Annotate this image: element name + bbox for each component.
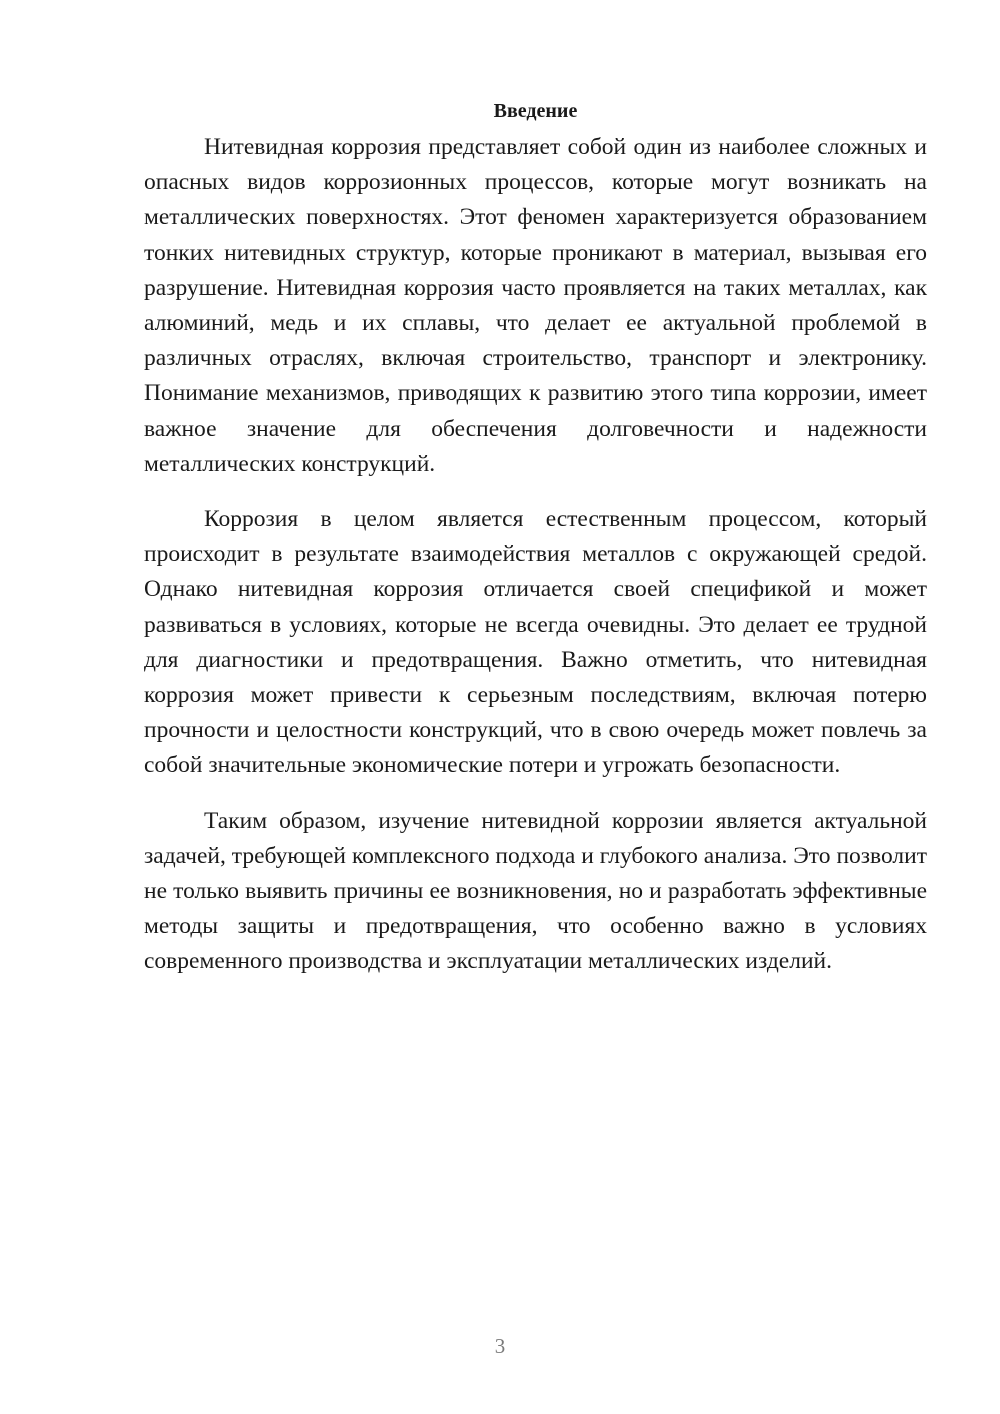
page-number: 3 xyxy=(494,1334,506,1358)
paragraph-2: Коррозия в целом является естественным процессом, который происходит в результате взаимодействия металлов с окружающей средой. Однако нитевидная коррозия отличается своей спецификой и может развиваться в условиях, которые не всегда очевидны. Это делает ее трудной для диагностики и предотвращения. Важно отметить, что нитевидная коррозия может привести к серьезным последствиям, включая потерю прочности и целостности конструкций, что в свою очередь может повлечь за собой значительные экономические потери и угрожать безопасности. xyxy=(144,506,927,779)
paragraph-3: Таким образом, изучение нитевидной коррозии является актуальной задачей, требующей комплексного подхода и глубокого анализа. Это позволит не только выявить причины ее возникновения, но и разработать эффективные методы защиты и предотвращения, что особенно важно в условиях современного производства и эксплуатации металлических изделий. xyxy=(144,807,927,975)
paragraph-1: Нитевидная коррозия представляет собой один из наиболее сложных и опасных видов коррозионных процессов, которые могут возникать на металлических поверхностях. Этот феномен характеризуется образованием тонких нитевидных структур, которые проникают в материал, вызывая его разрушение. Нитевидная коррозия часто проявляется на таких металлах, как алюминий, медь и их сплавы, что делает ее актуальной проблемой в различных отраслях, включая строительство, транспорт и электронику. Понимание механизмов, приводящих к развитию этого типа коррозии, имеет важное значение для обеспечения долговечности и надежности металлических конструкций. xyxy=(144,134,927,477)
section-heading: Введение xyxy=(493,100,578,122)
page-content xyxy=(144,96,927,1000)
